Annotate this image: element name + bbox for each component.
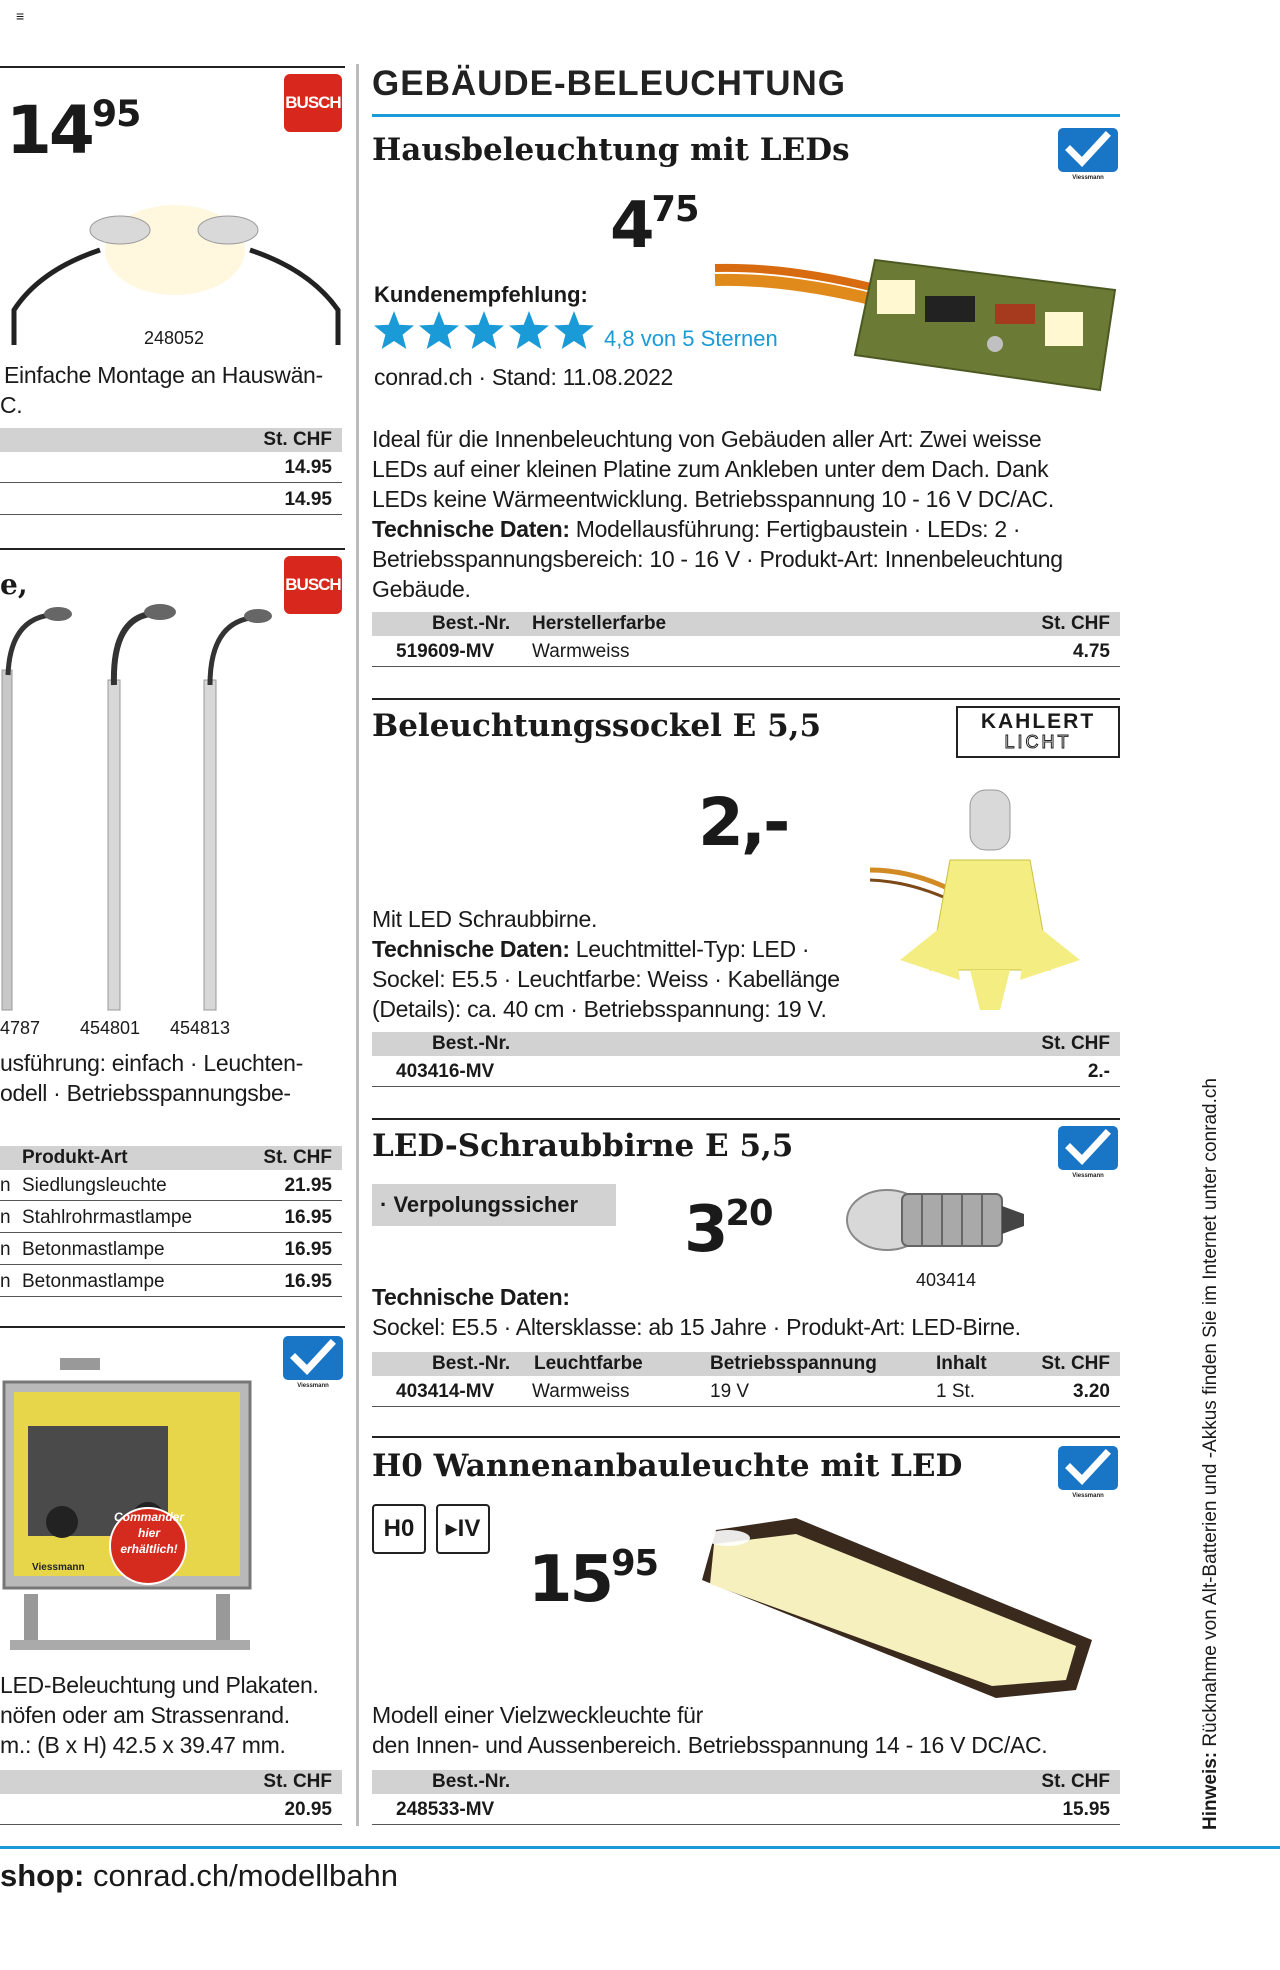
rating-text: 4,8 von 5 Sternen: [604, 326, 778, 351]
left-p3-table-header: [0, 1770, 342, 1794]
viessmann-logo-sub: Viessmann: [1072, 1173, 1104, 1179]
product-table-header: [372, 1770, 1120, 1794]
order-no-cell: 519609-MV: [396, 641, 495, 662]
bulb-image: [842, 1178, 1032, 1258]
product-desc: den Innen- und Aussenbereich. Betriebsspannung 14 - 16 V DC/AC.: [372, 1732, 1048, 1758]
billboard-text-3: erhältlich!: [120, 1542, 178, 1556]
left-p3-top-rule: [0, 1326, 345, 1328]
col-color: Herstellerfarbe: [532, 613, 667, 634]
footer-label: shop:: [0, 1858, 85, 1893]
col-order-no: Best.-Nr.: [432, 1771, 511, 1792]
voltage-cell: 19 V: [710, 1381, 750, 1402]
price-cell: 15.95: [1062, 1799, 1110, 1820]
product-top-rule: [372, 1436, 1120, 1438]
product-top-rule: [372, 1118, 1120, 1120]
left-p3-desc-2: nöfen oder am Strassenrand.: [0, 1702, 290, 1728]
left-p2-title: e,: [0, 568, 28, 601]
left-p3-desc-1: LED-Beleuchtung und Plakaten.: [0, 1672, 319, 1698]
footer-rule: [0, 1846, 1280, 1849]
star-icon: [419, 311, 459, 349]
table-row: [372, 638, 1120, 667]
viessmann-logo-sub: Viessmann: [1072, 1493, 1104, 1499]
table-row: [0, 454, 342, 483]
product-price: $15^{95}$: [528, 1542, 659, 1617]
footer-url[interactable]: conrad.ch/modellbahn: [84, 1858, 399, 1893]
wall-light-image: [696, 1510, 1096, 1710]
left-p1-desc-1: Einfache Montage an Hauswän-: [4, 362, 323, 388]
product-table-header: [372, 1352, 1120, 1376]
price-cell: 3.20: [1073, 1381, 1110, 1402]
left-p2-top-rule: [0, 548, 345, 550]
type-cell: Betonmastlampe: [22, 1271, 165, 1292]
tech-text: Modellausführung: Fertigbaustein · LEDs: 2 ·: [569, 516, 1021, 542]
col-price: St. CHF: [1041, 1771, 1110, 1792]
wall-lamps-image: [0, 190, 345, 350]
viessmann-logo-sub: Viessmann: [297, 1383, 329, 1389]
product-top-rule: [372, 698, 1120, 700]
price-cell: 14.95: [284, 489, 332, 510]
left-p2-desc-1: usführung: einfach · Leuchten-: [0, 1050, 303, 1076]
left-p2-desc-2: odell · Betriebsspannungsbe-: [0, 1080, 291, 1106]
socket-image: [860, 770, 1110, 1020]
rating-stars: [372, 310, 597, 354]
side-note-label: Hinweis:: [1200, 1751, 1221, 1830]
product-desc: Modell einer Vielzweckleuchte für: [372, 1702, 704, 1728]
col-price: St. CHF: [1041, 613, 1110, 634]
row-mark: n: [0, 1239, 11, 1260]
busch-logo: BUSCH: [284, 556, 342, 614]
content-cell: 1 St.: [936, 1381, 976, 1402]
kahlert-logo-sub: LICHT: [1004, 732, 1072, 752]
star-icon: [464, 311, 504, 349]
left-p1-top-rule: [0, 66, 345, 68]
col-price: St. CHF: [263, 1771, 332, 1792]
kahlert-logo-name: KAHLERT: [980, 710, 1096, 733]
type-cell: Stahlrohrmastlampe: [22, 1207, 193, 1228]
star-icon: [554, 311, 594, 349]
table-row: [0, 486, 342, 515]
product-desc: LEDs auf einer kleinen Platine zum Ankleben unter dem Dach. Dank: [372, 456, 1049, 482]
table-row: [372, 1058, 1120, 1087]
product-tech: Gebäude.: [372, 576, 471, 602]
row-mark: n: [0, 1207, 11, 1228]
col-price: St. CHF: [263, 429, 332, 450]
left-p3-desc-3: m.: (B x H) 42.5 x 39.47 mm.: [0, 1732, 286, 1758]
product-title: Hausbeleuchtung mit LEDs: [372, 132, 850, 168]
product-title: Beleuchtungssockel E 5,5: [372, 708, 822, 744]
left-p2-art-no: 454801: [80, 1018, 141, 1038]
col-order-no: Best.-Nr.: [432, 613, 511, 634]
price-cell: 20.95: [284, 1799, 332, 1820]
col-order-no: Best.-Nr.: [432, 1033, 511, 1054]
product-tech: [372, 514, 1020, 544]
col-price: St. CHF: [1041, 1353, 1110, 1374]
viessmann-logo: [1058, 1446, 1118, 1490]
col-price: St. CHF: [1041, 1033, 1110, 1054]
left-p1-table-header: [0, 428, 342, 452]
product-title: H0 Wannenanbauleuchte mit LED: [372, 1448, 963, 1484]
col-voltage: Betriebsspannung: [710, 1353, 877, 1374]
epoch-badge: ▸IV: [436, 1504, 490, 1554]
product-tech: [372, 934, 809, 964]
left-p1-desc-2: C.: [0, 392, 23, 418]
product-tech: Betriebsspannungsbereich: 10 - 16 V · Produkt-Art: Innenbeleuchtung: [372, 546, 1063, 572]
left-p2-table-header: [0, 1146, 342, 1170]
price-cell: 16.95: [284, 1239, 332, 1260]
viessmann-logo: [1058, 128, 1118, 172]
price-cell: 21.95: [284, 1175, 332, 1196]
color-cell: Warmweiss: [532, 1381, 630, 1402]
kahlert-logo: [956, 706, 1120, 758]
price-cell: 2.-: [1087, 1061, 1110, 1082]
product-table-header: [372, 1032, 1120, 1056]
col-type: Produkt-Art: [22, 1147, 128, 1168]
left-p1-price: $14^{95}$: [6, 91, 141, 169]
product-desc: Ideal für die Innenbeleuchtung von Gebäuden aller Art: Zwei weisse: [372, 426, 1042, 452]
order-no-cell: 248533-MV: [396, 1799, 495, 1820]
table-row: [372, 1796, 1120, 1825]
product-price: $4^{75}$: [610, 188, 699, 263]
left-p2-art-no: 454813: [170, 1018, 231, 1038]
table-row: [0, 1796, 342, 1825]
table-row: [0, 1204, 342, 1233]
col-color: Leuchtfarbe: [534, 1353, 643, 1374]
recommendation-label: Kundenempfehlung:: [374, 282, 588, 307]
product-desc: LEDs keine Wärmeentwicklung. Betriebsspannung 10 - 16 V DC/AC.: [372, 486, 1054, 512]
billboard-text-1: Commander: [113, 1510, 184, 1524]
page-mark: ≡: [16, 8, 25, 24]
product-table-header: [372, 612, 1120, 636]
viessmann-logo: [283, 1336, 343, 1380]
price-cell: 16.95: [284, 1207, 332, 1228]
price-cell: 4.75: [1073, 641, 1110, 662]
product-art-no: 403414: [916, 1270, 977, 1290]
table-row: [0, 1236, 342, 1265]
product-desc: Mit LED Schraubbirne.: [372, 906, 598, 932]
street-lamps-image: [0, 600, 280, 1020]
led-board-image: [705, 240, 1125, 400]
star-icon: [374, 311, 414, 349]
scale-badge-h0: H0: [372, 1504, 426, 1554]
billboard-text-2: hier: [137, 1526, 160, 1540]
order-no-cell: 403416-MV: [396, 1061, 495, 1082]
row-mark: n: [0, 1175, 11, 1196]
busch-logo: BUSCH: [284, 74, 342, 132]
col-price: St. CHF: [263, 1147, 332, 1168]
side-note-text: Rücknahme von Alt-Batterien und -Akkus finden Sie im Internet unter conrad.ch: [1200, 1078, 1221, 1752]
col-order-no: Best.-Nr.: [432, 1353, 511, 1374]
table-row: [0, 1172, 342, 1201]
type-cell: Betonmastlampe: [22, 1239, 165, 1260]
feature-tag: · Verpolungssicher: [372, 1184, 616, 1226]
viessmann-logo-sub: Viessmann: [1072, 175, 1104, 181]
table-row: [372, 1378, 1120, 1407]
section-title-rule: [372, 114, 1120, 117]
column-divider: [356, 64, 359, 1826]
product-tech: Sockel: E5.5 · Altersklasse: ab 15 Jahre · Produkt-Art: LED-Birne.: [372, 1314, 1021, 1340]
tech-label: Technische Daten:: [372, 516, 570, 542]
type-cell: Siedlungsleuchte: [22, 1175, 167, 1196]
tech-label: Technische Daten:: [372, 1284, 570, 1310]
tech-label: Technische Daten:: [372, 936, 570, 962]
viessmann-logo: [1058, 1126, 1118, 1170]
footer-shop: [0, 1858, 398, 1894]
product-price: 2,-: [698, 784, 788, 861]
rating-source: conrad.ch · Stand: 11.08.2022: [374, 364, 674, 390]
table-row: [0, 1268, 342, 1297]
product-price: $3^{20}$: [684, 1192, 773, 1267]
billboard-image: [0, 1350, 260, 1660]
product-tech: Sockel: E5.5 · Leuchtfarbe: Weiss · Kabellänge: [372, 966, 840, 992]
product-tech: (Details): ca. 40 cm · Betriebsspannung: 19 V.: [372, 996, 827, 1022]
product-title: LED-Schraubbirne E 5,5: [372, 1128, 794, 1164]
row-mark: n: [0, 1271, 11, 1292]
section-title: GEBÄUDE-BELEUCHTUNG: [372, 64, 846, 103]
left-p1-art-no: 248052: [144, 328, 205, 348]
price-cell: 14.95: [284, 457, 332, 478]
rating-stars-graphic: [372, 310, 597, 354]
star-icon: [509, 311, 549, 349]
left-p2-art-no: 4787: [0, 1018, 41, 1038]
col-content: Inhalt: [936, 1353, 987, 1374]
side-note: [1200, 1078, 1222, 1830]
price-cell: 16.95: [284, 1271, 332, 1292]
tech-text: Leuchtmittel-Typ: LED ·: [569, 936, 810, 962]
order-no-cell: 403414-MV: [396, 1381, 495, 1402]
color-cell: Warmweiss: [532, 641, 630, 662]
billboard-brand: Viessmann: [32, 1562, 85, 1573]
